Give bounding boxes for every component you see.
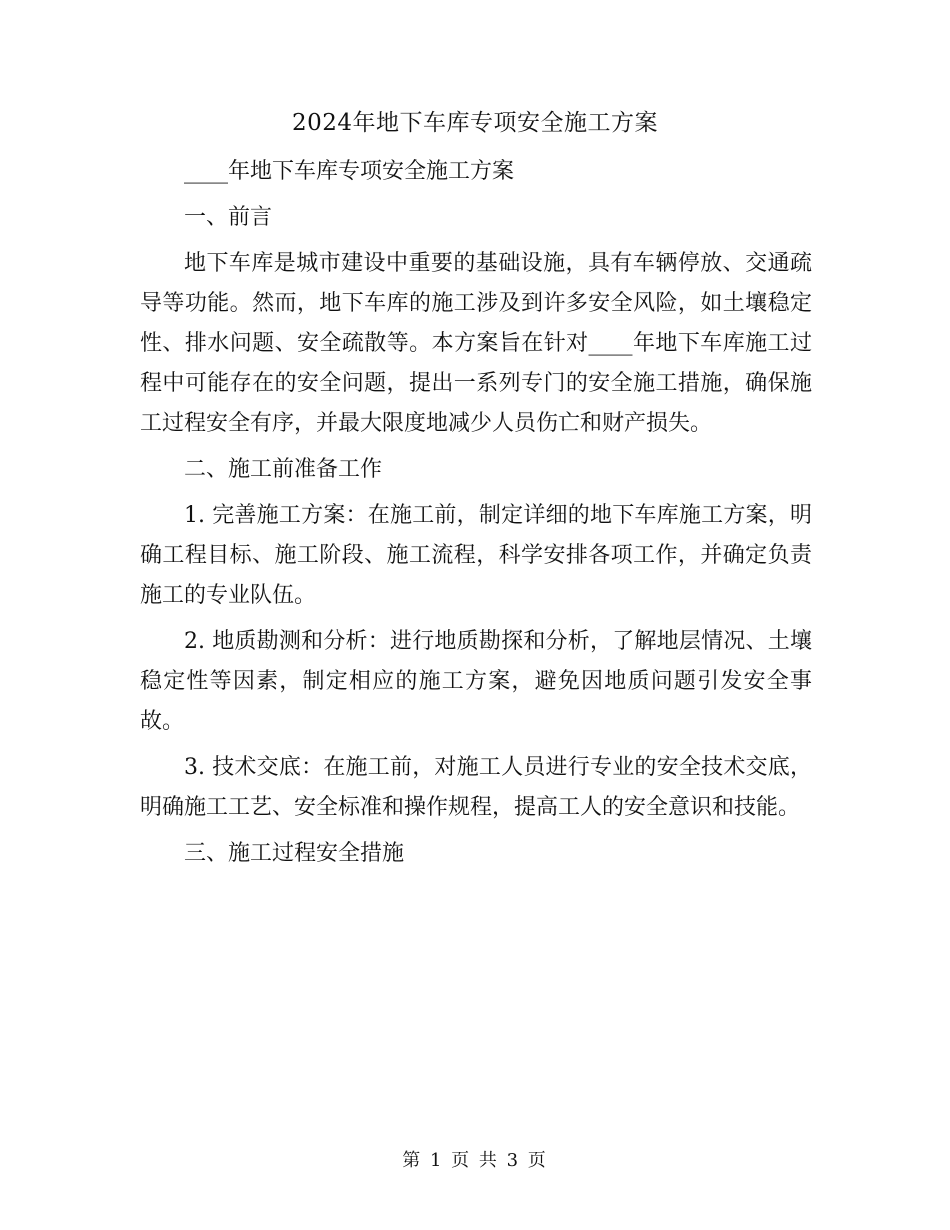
paragraph-item-2: 2. 地质勘测和分析：进行地质勘探和分析，了解地层情况、土壤稳定性等因素，制定相应的施工方案，避免因地质问题引发安全事故。 <box>140 629 812 734</box>
section-heading-safety-measures: 三、施工过程安全措施 <box>184 841 405 866</box>
section-heading-preface: 一、前言 <box>184 205 273 230</box>
document-title: 2024年地下车库专项安全施工方案 <box>291 110 659 136</box>
paragraph-preface: 地下车库是城市建设中重要的基础设施，具有车辆停放、交通疏导等功能。然而，地下车库的施工涉及到许多安全风险，如土壤稳定性、排水问题、安全疏散等。本方案旨在针对____年地下车库施工过程中可能存在的安全问题，提出一系列专门的安全施工措施，确保施工过程安全有序，并最大限度地减少人员伤亡和财产损失。 <box>140 251 812 436</box>
paragraph-item-3: 3. 技术交底：在施工前，对施工人员进行专业的安全技术交底，明确施工工艺、安全标准和操作规程，提高工人的安全意识和技能。 <box>140 755 812 820</box>
section-heading-preparation: 二、施工前准备工作 <box>184 457 383 482</box>
paragraph-item-1: 1. 完善施工方案：在施工前，制定详细的地下车库施工方案，明确工程目标、施工阶段、施工流程，科学安排各项工作，并确定负责施工的专业队伍。 <box>140 503 812 608</box>
subtitle-line: ____年地下车库专项安全施工方案 <box>184 159 515 184</box>
document-body <box>140 152 812 880</box>
page-footer: 第 1 页 共 3 页 <box>402 1150 548 1171</box>
